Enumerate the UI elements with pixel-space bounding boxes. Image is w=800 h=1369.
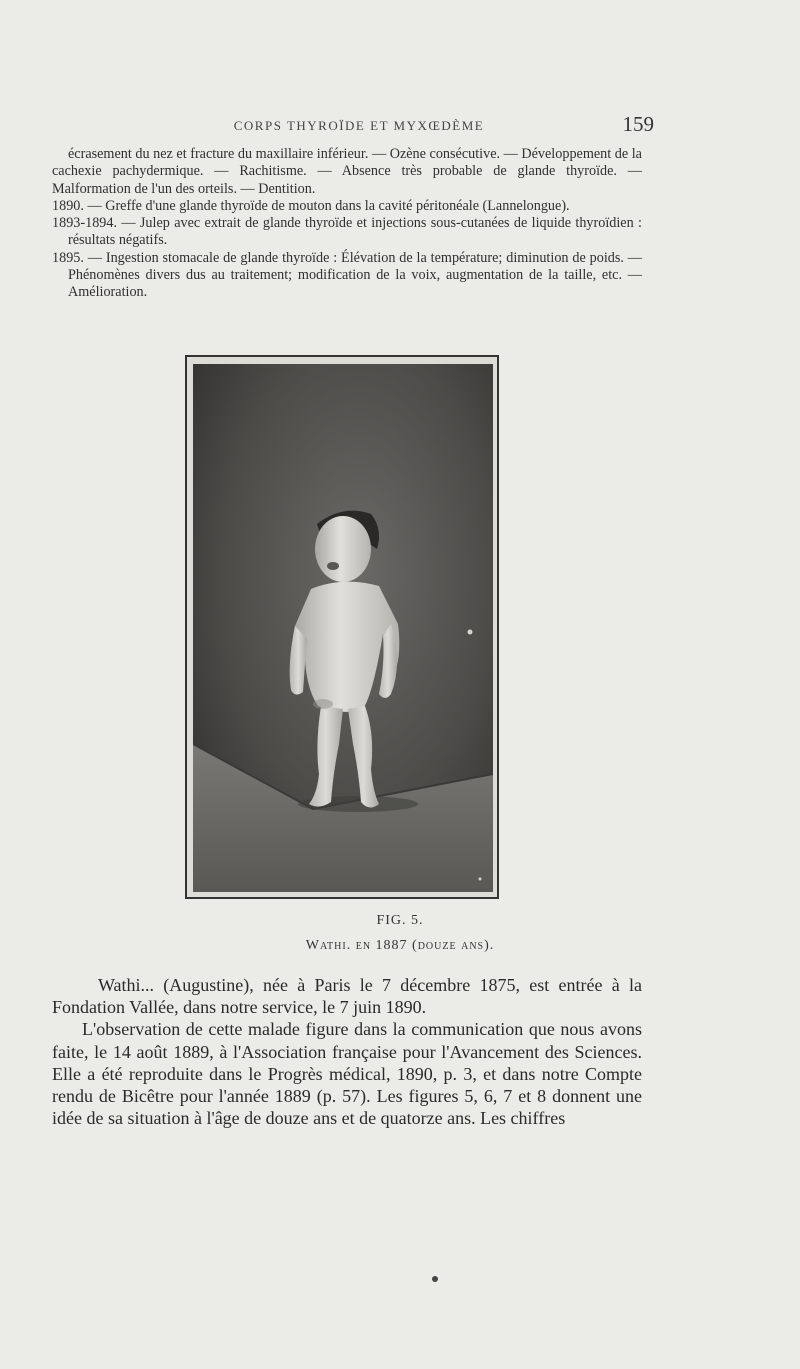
figure-frame (185, 355, 499, 899)
body-text (52, 974, 642, 1129)
figure-caption: Wathi. en 1887 (douze ans). (305, 938, 495, 953)
paragraph-admission: Wathi... (Augustine), née à Paris le 7 décembre 1875, est entrée à la Fondation Vallée, dans notre service, le 7 juin 1890. (52, 975, 642, 1018)
patient-photograph (193, 364, 493, 892)
running-header (64, 112, 654, 142)
ink-speck (432, 1276, 438, 1282)
figure-label: FIG. 5. (376, 913, 424, 928)
note-1893-1894: 1893-1894. — Julep avec extrait de glande thyroïde et injections sous-cutanées de liquide thyroïdien : résultats négatifs. (52, 215, 642, 249)
paragraph-observation: L'observation de cette malade figure dans la communication que nous avons faite, le 14 août 1889, à l'Association française pour l'Avancement des Sciences. Elle a été reproduite dans le Progrès médical, 1890, p. 3, et dans notre Compte rendu de Bicêtre pour l'année 1889 (p. 57). Les figures 5, 6, 7 et 8 donnent une idée de sa situation à l'âge de douze ans et de quatorze ans. Les chiffres (52, 1019, 642, 1129)
history-notes (52, 146, 642, 302)
page-number: 159 (622, 112, 654, 136)
note-1890: 1890. — Greffe d'une glande thyroïde de mouton dans la cavité péritonéale (Lannelongue). (52, 197, 570, 214)
running-title: CORPS THYROÏDE ET MYXŒDÈME (233, 118, 485, 133)
note-1895: 1895. — Ingestion stomacale de glande thyroïde : Élévation de la température; diminution de poids. — Phénomènes divers dus au traitement; modification de la voix, augmentation de la taille, etc. — Amélioration. (52, 249, 642, 301)
note-continuation: écrasement du nez et fracture du maxillaire inférieur. — Ozène consécutive. — Développement de la cachexie pachydermique. — Rachitisme. — Absence très probable de glande thyroïde. — Malformation de l'un des orteils. — Dentition. (52, 146, 642, 197)
